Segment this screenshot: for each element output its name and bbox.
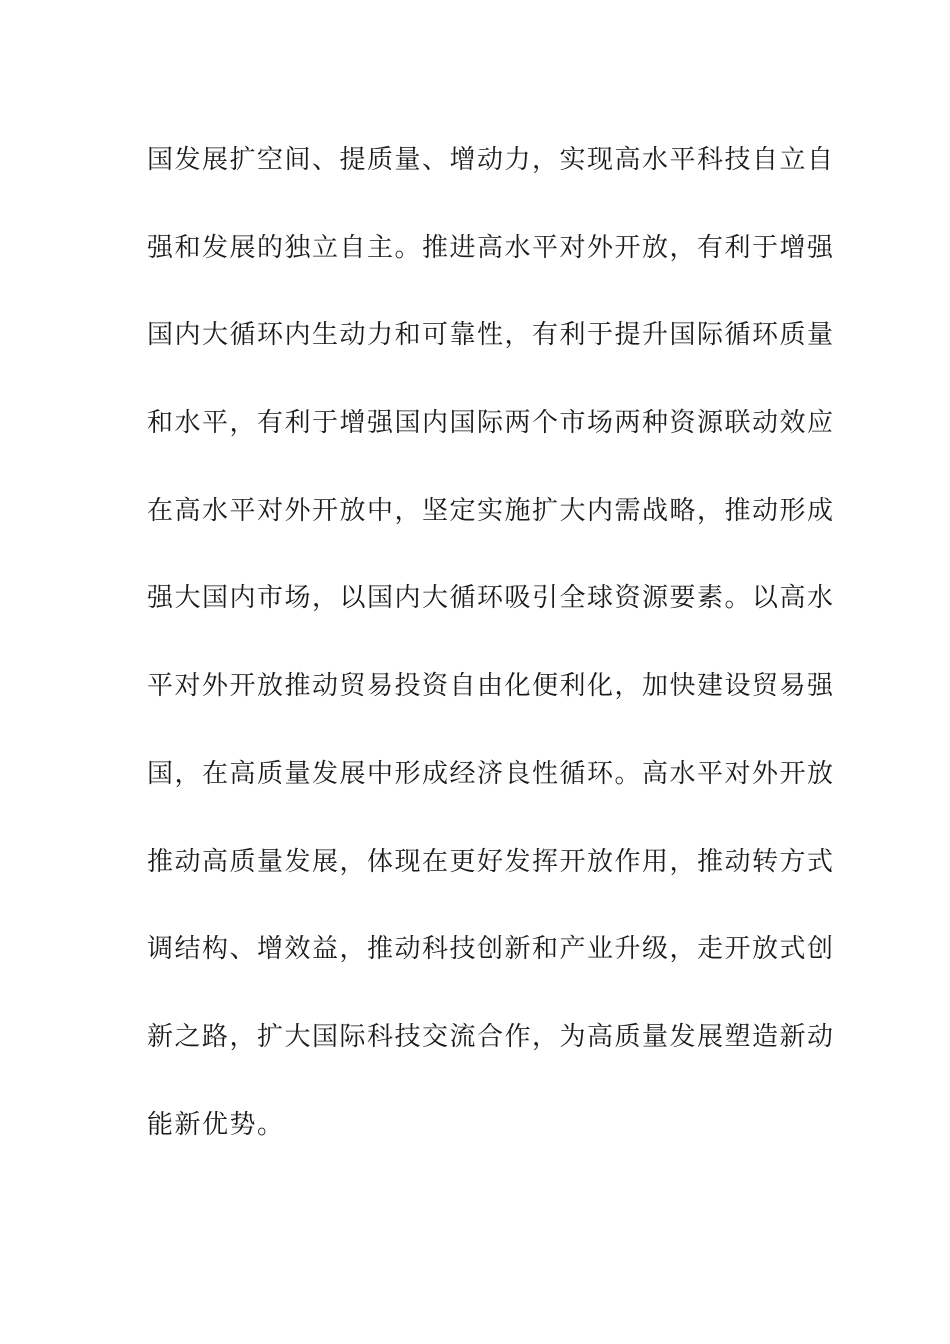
text-line-4: 和水平，有利于增强国内国际两个市场两种资源联动效应 <box>147 408 835 439</box>
text-line-10: 调结构、增效益，推动科技创新和产业升级，走开放式创 <box>147 934 835 965</box>
text-line-6: 强大国内市场，以国内大循环吸引全球资源要素。以高水 <box>147 583 835 614</box>
body-text <box>147 134 835 1186</box>
text-line-9: 推动高质量发展，体现在更好发挥开放作用，推动转方式 <box>147 846 835 877</box>
text-line-5: 在高水平对外开放中，坚定实施扩大内需战略，推动形成 <box>147 495 835 526</box>
text-line-7: 平对外开放推动贸易投资自由化便利化，加快建设贸易强 <box>147 671 835 702</box>
text-line-12: 能新优势。 <box>147 1109 285 1140</box>
text-line-3: 国内大循环内生动力和可靠性，有利于提升国际循环质量 <box>147 320 835 351</box>
text-line-1: 国发展扩空间、提质量、增动力，实现高水平科技自立自 <box>147 145 835 175</box>
text-line-8: 国，在高质量发展中形成经济良性循环。高水平对外开放 <box>147 758 835 789</box>
text-line-11: 新之路，扩大国际科技交流合作，为高质量发展塑造新动 <box>147 1021 835 1052</box>
text-line-2: 强和发展的独立自主。推进高水平对外开放，有利于增强 <box>147 232 835 263</box>
